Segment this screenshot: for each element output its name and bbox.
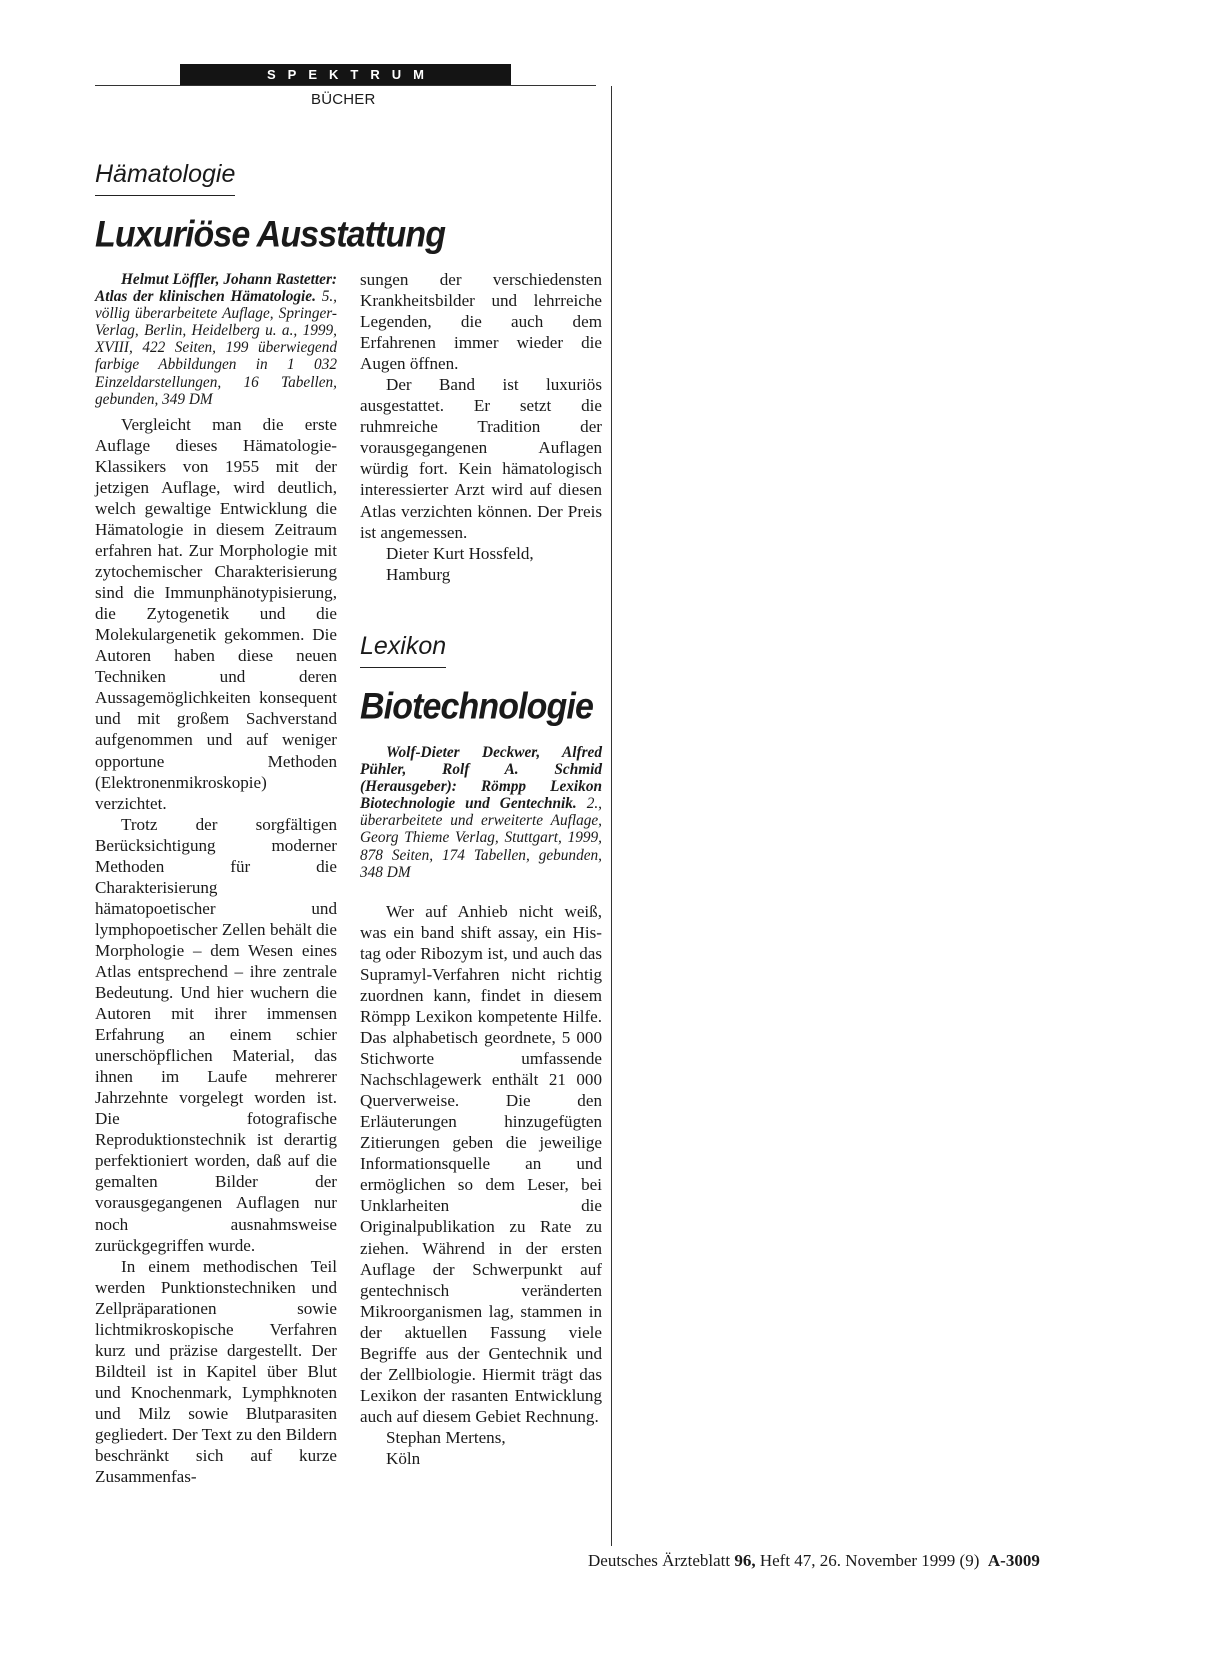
review-1-paragraph-2: Trotz der sorgfältigen Berücksichtigung moderner Methoden für die Charakterisierung hämatopoetischer und lymphopoetischer Zellen behält die Morphologie – dem Wesen eines Atlas entsprechend – ihre zentrale Bedeutung. Und hier wuchern die Autoren mit ihrer immensen Erfahrung an einem schier unerschöpflichen Material, das ihnen im Laufe mehrerer Jahrzehnte vorgelegt worden ist. Die fotografische Reproduktionstechnik ist derartig perfektioniert worden, daß auf die gemalten Bilder der vorausgegangenen Auflagen nur noch ausnahmsweise zurückgegriffen wurde. <box>95 814 337 1255</box>
kicker-haematologie: Hämatologie <box>95 160 235 196</box>
footer-issue: Heft 47, 26. November 1999 (9) <box>759 1551 980 1570</box>
review-1-paragraph-3-start: In einem methodischen Teil werden Punktionstechniken und Zellpräparationen sowie lichtmikroskopische Verfahren kurz und präzise dargestellt. Der Bildteil ist in Kapitel über Blut und Knochenmark, Lymphknoten und Milz sowie Blutparasiten gegliedert. Der Text zu den Bildern beschränkt sich auf kurze Zusammenfas- <box>95 1256 337 1487</box>
review-1-paragraph-1: Vergleicht man die erste Auflage dieses Hämatologie-Klassikers von 1955 mit der jetzigen Auflage, wird deutlich, welch gewaltige Entwicklung die Hämatologie in diesem Zeitraum erfahren hat. Zur Morphologie mit zytochemischer Charakterisierung sind die Immunphänotypisierung, die Zytogenetik und die Molekulargenetik gekommen. Die Autoren haben diese neuen Techniken und deren Aussagemöglichkeiten konsequent und mit großem Sachverstand aufgenommen und auf weniger opportune Methoden (Elektronenmikroskopie) verzichtet. <box>95 414 337 813</box>
footer-journal: Deutsches Ärzteblatt <box>588 1551 731 1570</box>
rubric-label: BÜCHER <box>311 91 376 108</box>
review-1-city: Hamburg <box>386 564 451 584</box>
book-reference-1-authors-title: Helmut Löffler, Johann Rastetter: Atlas der klinischen Hämatologie. <box>95 271 337 306</box>
kicker-lexikon: Lexikon <box>360 632 446 668</box>
book-reference-2-authors-title: Wolf-Dieter Deckwer, Alfred Pühler, Rolf A. Schmid (Herausgeber): Römpp Lexikon Biotechnologie und Gentechnik. <box>360 744 602 813</box>
review-2-author: Stephan Mertens, <box>386 1427 506 1447</box>
headline-review-2: Biotechnologie <box>360 686 593 728</box>
book-reference-2-details: 2., überarbeitete und erweiterte Auflage, Georg Thieme Verlag, Stuttgart, 1999, 878 Seiten, 174 Tabellen, gebunden, 348 DM <box>360 795 602 881</box>
review-1-paragraph-3-end: sungen der verschiedensten Krankheitsbilder und lehrreiche Legenden, die auch dem Erfahrenen immer wieder die Augen öffnen. <box>360 270 602 374</box>
review-1-column-2 <box>360 269 602 585</box>
review-1-column-1 <box>95 271 337 1487</box>
footer-volume: 96, <box>734 1551 756 1570</box>
review-2-city: Köln <box>386 1448 421 1468</box>
header-rule <box>95 85 596 86</box>
review-1-paragraph-4: Der Band ist luxuriös ausgestattet. Er setzt die ruhmreiche Tradition der vorausgegangenen Auflagen würdig fort. Kein hämatologisch interessierter Arzt wird auf diesen Atlas verzichten können. Der Preis ist angemessen. <box>360 375 602 542</box>
footer-page-number: A-3009 <box>987 1551 1040 1570</box>
page-footer <box>588 1551 1040 1571</box>
book-reference-2 <box>360 744 602 881</box>
book-reference-1-details: 5., völlig überarbeitete Auflage, Springer-Verlag, Berlin, Heidelberg u. a., 1999, XVIII, 422 Seiten, 199 überwiegend farbige Abbildungen in 1 032 Einzeldarstellungen, 16 Tabellen, gebunden, 349 DM <box>95 288 337 408</box>
section-band: SPEKTRUM <box>180 64 511 85</box>
column-rule <box>611 86 612 1546</box>
review-1-author: Dieter Kurt Hossfeld, <box>386 543 534 563</box>
headline-review-1: Luxuriöse Ausstattung <box>95 214 446 256</box>
book-reference-1 <box>95 271 337 408</box>
review-2-column <box>360 744 602 1469</box>
review-2-paragraph-1: Wer auf Anhieb nicht weiß, was ein band shift assay, ein His-tag oder Ribozym ist, und auch das Supramyl-Verfahren nicht richtig zuordnen kann, findet in diesem Römpp Lexikon kompetente Hilfe. Das alphabetisch geordnete, 5 000 Stichworte umfassende Nachschlagewerk enthält 21 000 Querverweise. Die den Erläuterungen hinzugefügten Zitierungen geben die jeweilige Informationsquelle an und ermöglichen so dem Leser, bei Unklarheiten die Originalpublikation zu Rate zu ziehen. Während in der ersten Auflage der Schwerpunkt auf gentechnisch veränderten Mikroorganismen lag, stammen in der aktuellen Fassung viele Begriffe aus der Gentechnik und der Zellbiologie. Hiermit trägt das Lexikon der rasanten Entwicklung auch auf diesem Gebiet Rechnung. <box>360 901 602 1426</box>
